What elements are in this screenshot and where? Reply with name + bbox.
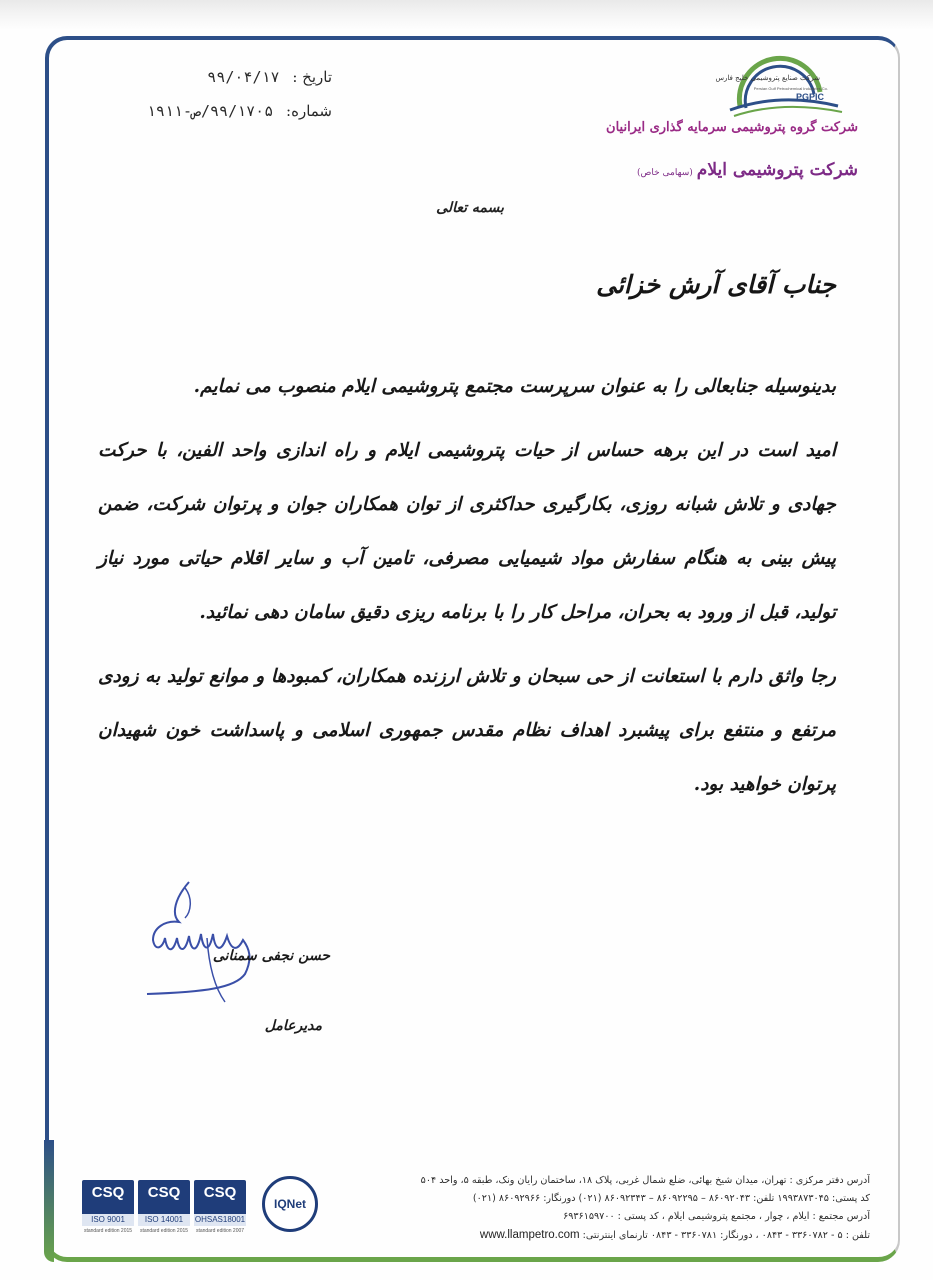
website-label: تارنمای اینترنتی: — [582, 1230, 648, 1241]
logo-company-name-fa: شرکت صنایع پتروشیمی خلیج فارس — [715, 74, 820, 82]
address-complex: آدرس مجتمع : ایلام ، چوار ، مجتمع پتروشیمی ایلام ، کد پستی : ۶۹۳۶۱۵۹۷۰۰ — [563, 1211, 870, 1222]
letter-paragraph: بدینوسیله جنابعالی را به عنوان سرپرست مجتمع پتروشیمی ایلام منصوب می نمایم. — [193, 376, 836, 397]
csq-iso14001-badge — [138, 1180, 190, 1234]
csq-brand: CSQ — [147, 1184, 181, 1201]
number-row — [112, 94, 332, 128]
addressee: جناب آقای آرش خزائی — [596, 270, 836, 299]
address-hq: آدرس دفتر مرکزی : تهران، میدان شیخ بهائی، ضلع شمال غربی، پلاک ۱۸، ساختمان رایان ونک، طبقه ۵، واحد ۵۰۴ — [420, 1175, 870, 1186]
certification-logos — [82, 1180, 322, 1240]
company-logo — [606, 48, 860, 198]
csq-standard: ISO 9001 — [82, 1214, 134, 1226]
footer-address — [362, 1172, 870, 1245]
phone-website-row — [362, 1226, 870, 1245]
ilam-name-text: شرکت پتروشیمی ایلام — [696, 160, 858, 180]
letter-body — [98, 360, 836, 812]
ilam-name-note: (سهامی خاص) — [636, 168, 693, 178]
basmala: بسمه تعالی — [436, 200, 504, 216]
pgpic-emblem — [700, 48, 860, 122]
csq-edition: standard edition 2007 — [195, 1228, 245, 1234]
logo-ilam-name — [637, 160, 858, 180]
logo-english-name: Persian Gulf Petrochemical Industries Co. — [753, 86, 828, 91]
phone-complex: تلفن : ۵ - ۳۳۶۰۷۸۲ - ۰۸۴۳ ، دورنگار: ۳۳۶۰۷۸۱ - ۰۸۴۳ — [650, 1230, 870, 1241]
csq-iso9001-badge — [82, 1180, 134, 1234]
signer-name: حسن نجفی سمنانی — [212, 948, 330, 964]
iqnet-name: IQNet — [273, 1197, 306, 1211]
letter-paragraph: رجا واثق دارم با استعانت از حی سبحان و تلاش ارزنده همکاران، کمبودها و موانع تولید به زودی مرتفع و منتفع برای پیشبرد اهداف نظام مقدس جمهوری اسلامی و پاسداشت خون شهیدان پرتوان خواهید بود. — [98, 666, 836, 795]
number-label: شماره: — [286, 102, 332, 120]
date-value: ۹۹/۰۴/۱۷ — [207, 68, 280, 86]
csq-edition: standard edition 2015 — [139, 1228, 189, 1234]
csq-standard: ISO 14001 — [138, 1214, 190, 1226]
letter-meta — [112, 60, 332, 128]
csq-brand: CSQ — [91, 1184, 125, 1201]
logo-group-title: شرکت گروه پتروشیمی سرمایه گذاری ایرانیان — [606, 120, 858, 135]
website-link[interactable]: www.llampetro.com — [479, 1229, 580, 1241]
csq-edition: standard edition 2015 — [83, 1228, 133, 1234]
signer-title: مدیرعامل — [264, 1018, 322, 1034]
number-value: ۹۹/۱۷۰۵/ص-۱۹۱۱ — [146, 102, 274, 120]
postal-phone-hq: کد پستی: ۱۹۹۳۸۷۳۰۴۵ تلفن: ۸۶۰۹۲۰۴۳ – ۸۶۰۹۲۲۹۵ – ۸۶۰۹۲۳۴۳ (۰۲۱) دورنگار: ۸۶۰۹۲۹۶۶ (۰۲۱) — [472, 1193, 870, 1204]
logo-acronym: PGPIC — [795, 92, 824, 102]
letter-paragraph: امید است در این برهه حساس از حیات پتروشیمی ایلام و راه اندازی واحد الفین، با حرکت جهادی و تلاش شبانه روزی، بکارگیری حداکثری از توان همکاران جوان و پرتوان شرکت، ضمن پیش بینی به هنگام سفارش مواد شیمیایی مصرفی، تامین آب و سایر اقلام حیاتی مورد نیاز تولید، قبل از ورود به بحران، مراحل کار را با برنامه ریزی دقیق سامان دهی نمائید. — [98, 440, 836, 623]
date-row — [112, 60, 332, 94]
iqnet-badge — [262, 1176, 318, 1232]
letterhead-frame-corner — [44, 1140, 54, 1262]
csq-standard: OHSAS18001 — [194, 1215, 246, 1224]
date-label: تاریخ : — [292, 68, 332, 86]
csq-brand: CSQ — [203, 1184, 237, 1201]
csq-ohsas18001-badge — [194, 1180, 246, 1234]
